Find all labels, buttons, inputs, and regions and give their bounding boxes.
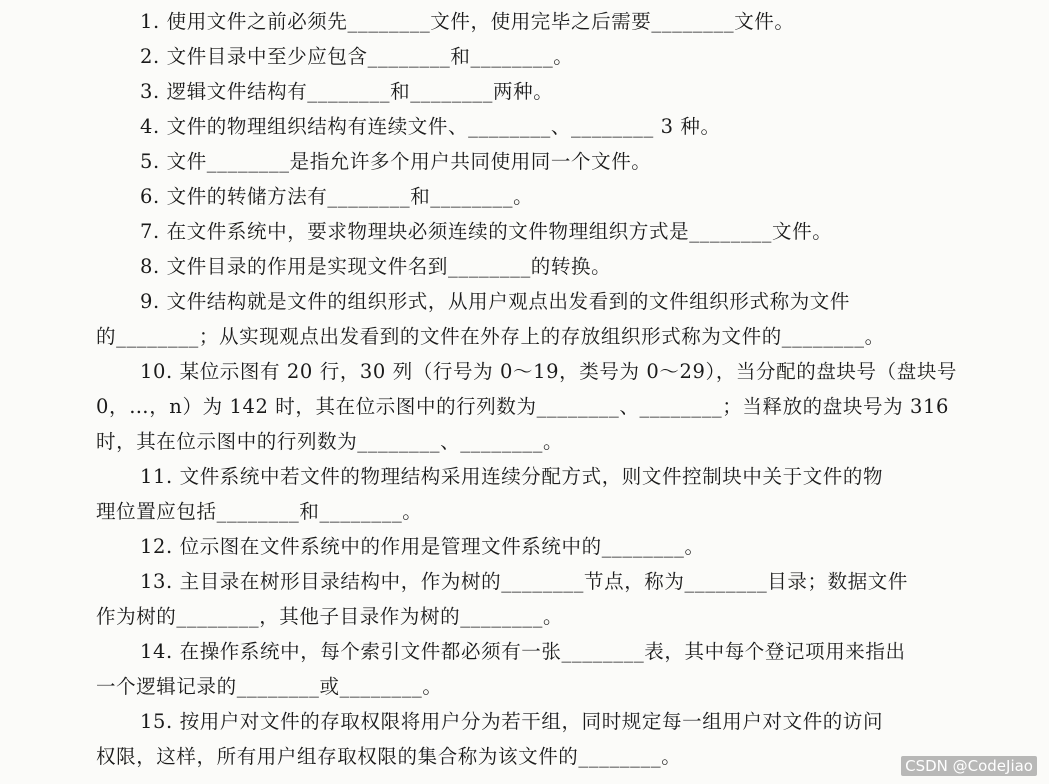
q1-line-1: 1. 使用文件之前必须先________文件，使用完毕之后需要________文件。 <box>140 10 795 33</box>
q13-line-2: 作为树的________，其他子目录作为树的________。 <box>96 605 564 628</box>
q10-line-1: 10. 某位示图有 20 行，30 列（行号为 0～19，类号为 0～29），当分配的盘块号（盘块号 <box>140 360 958 383</box>
q8-line-1: 8. 文件目录的作用是实现文件名到________的转换。 <box>140 255 612 278</box>
q10-line-3: 时，其在位示图中的行列数为________、________。 <box>96 430 564 453</box>
q9-line-2: 的________；从实现观点出发看到的文件在外存上的存放组织形式称为文件的________。 <box>96 325 885 348</box>
q6-line-1: 6. 文件的转储方法有________和________。 <box>140 185 534 208</box>
q15-line-2: 权限，这样，所有用户组存取权限的集合称为该文件的________。 <box>96 745 682 768</box>
q12-line-1: 12. 位示图在文件系统中的作用是管理文件系统中的________。 <box>140 535 705 558</box>
q7-line-1: 7. 在文件系统中，要求物理块必须连续的文件物理组织方式是________文件。 <box>140 220 833 243</box>
watermark: CSDN @CodeJiao <box>901 756 1037 776</box>
q15-line-1: 15. 按用户对文件的存取权限将用户分为若干组，同时规定每一组用户对文件的访问 <box>140 710 884 733</box>
q3-line-1: 3. 逻辑文件结构有________和________两种。 <box>140 80 554 103</box>
q11-line-2: 理位置应包括________和________。 <box>96 500 423 523</box>
q14-line-1: 14. 在操作系统中，每个索引文件都必须有一张________表，其中每个登记项用来指出 <box>140 640 906 663</box>
q9-line-1: 9. 文件结构就是文件的组织形式，从用户观点出发看到的文件组织形式称为文件 <box>140 290 851 313</box>
q2-line-1: 2. 文件目录中至少应包含________和________。 <box>140 45 574 68</box>
q13-line-1: 13. 主目录在树形目录结构中，作为树的________节点，称为________目录；数据文件 <box>140 570 909 593</box>
q4-line-1: 4. 文件的物理组织结构有连续文件、________、________ 3 种。 <box>140 115 721 138</box>
q10-line-2: 0，…，n）为 142 时，其在位示图中的行列数为________、________；当释放的盘块号为 316 <box>96 395 949 418</box>
q14-line-2: 一个逻辑记录的________或________。 <box>96 675 443 698</box>
q5-line-1: 5. 文件________是指允许多个用户共同使用同一个文件。 <box>140 150 652 173</box>
q11-line-1: 11. 文件系统中若文件的物理结构采用连续分配方式，则文件控制块中关于文件的物 <box>140 465 884 488</box>
